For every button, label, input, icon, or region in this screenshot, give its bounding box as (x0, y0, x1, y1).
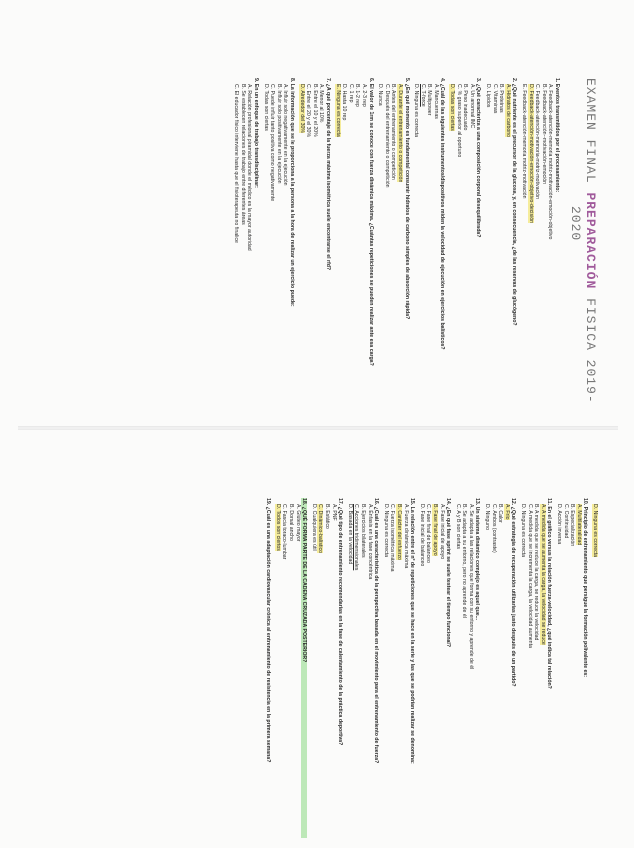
question-stem: 19. ¿Cuál es una adaptación cardiovascular crónica al entrenamiento de resistencia en la primera semana? (265, 498, 272, 763)
answer-option (555, 498, 562, 838)
question-stem: 13. Un sistema dinámico complejo es aquel que... (474, 498, 481, 620)
answer-text: B. Antes del entrenamiento o competición (390, 84, 397, 180)
exam-title-year: 2020 (568, 206, 583, 242)
question-stem: 11. En el gráfico versus la relación fuerza-velocidad, ¿qué indica tal relación? (546, 498, 553, 689)
answer-option (498, 78, 505, 418)
answer-text: A. Mancuernas (432, 84, 439, 119)
answer-option (461, 498, 468, 838)
answer-text: C. Después del entrenamiento o competición (383, 84, 390, 188)
answer-option (540, 78, 547, 418)
answer-text: B. Dorsal ancho (288, 504, 295, 541)
title-accent: PREPARACIÓN (583, 192, 598, 290)
answer-option (346, 498, 353, 838)
question-stem: 5. ¿En qué momento es fundamental consumir hidratos de carbono simples de absorción rápida? (403, 78, 410, 320)
title-prefix: EXAMEN FINAL (583, 78, 598, 184)
highlighted-answer: A. Hidratos de carbono (504, 84, 511, 138)
answer-option (418, 498, 425, 838)
answer-option (520, 78, 527, 418)
answer-option (347, 78, 354, 418)
answer-option (311, 78, 318, 418)
answer-text: D. Ninguna es correcta (382, 504, 389, 558)
question-stem: 18. ¿QUÉ FORMA PARTE DE LA CADENA CRUZADA POSTERIOR? (301, 498, 308, 838)
answer-text: B. Especialización (569, 504, 576, 547)
answer-text: C. Feedback-atención-memoria-motriz-motivación (534, 84, 541, 200)
answer-text: B. Entre el 10 y el 20% (311, 84, 318, 137)
question-stem: 16. ¿Cuál es una característica de la perspectiva basada en el movimiento para el entrenamiento de fuerza? (373, 498, 380, 764)
highlighted-answer: C. Dinámico-balístico (317, 504, 324, 554)
answer-option (526, 498, 533, 838)
answer-option (503, 498, 510, 838)
answer-option (323, 498, 330, 838)
answer-option (591, 498, 598, 838)
answer-text: A. PNF (330, 504, 337, 521)
answer-option (262, 78, 269, 418)
question-item (298, 78, 331, 418)
answer-option (354, 78, 361, 418)
highlighted-answer: A. A medida que se aumenta la carga, la velocidad se reduce (539, 504, 546, 645)
answer-text: C. Fase final de balanceo (425, 504, 432, 563)
question-stem: 10. Principio de entrenamiento que persigue la formación polivalente es: (582, 498, 589, 678)
question-item (418, 498, 451, 838)
answer-option (432, 78, 439, 418)
highlighted-answer: B. Carácter del esfuerzo (395, 504, 402, 560)
highlighted-answer: D. Todos son ciertos (274, 504, 281, 551)
answer-option (281, 498, 288, 838)
answer-text: A. Glúteo mayor (294, 504, 301, 542)
answer-option (454, 498, 461, 838)
question-item (262, 78, 295, 418)
answer-option (484, 78, 491, 418)
answer-text: C. El educador físico interviene hasta que el fisioterapeuta no finalice (233, 84, 240, 243)
answer-option (569, 498, 576, 838)
answer-option (462, 78, 469, 418)
question-item (413, 78, 446, 418)
answer-option (382, 498, 389, 838)
question-stem: 1. Eventos transmitidos por el procesamiento: (554, 78, 560, 193)
answer-option (318, 78, 325, 418)
answer-text: A. Un anormal IMC (468, 84, 475, 129)
answer-text: C. Entre el 20 y el 30% (305, 84, 312, 138)
answer-text: B. 1-2 rep (354, 84, 361, 107)
question-stem: 14. ¿En qué fase sprint se suele testear el tiempo funcional? (445, 498, 452, 648)
highlighted-answer: A. Frío (503, 504, 510, 520)
answer-text: A. Fase inicial de apoyo (438, 504, 445, 560)
answer-option (389, 498, 396, 838)
question-item (591, 498, 598, 838)
answer-text: D. Basada en la velocidad (346, 504, 353, 565)
answer-text: D. Hasta 10 rep (341, 84, 348, 121)
answer-option (390, 78, 397, 418)
answer-text: C. Ambos (contraste) (490, 504, 497, 553)
question-item (265, 498, 272, 838)
answer-text: D. Cualquiera es útil (310, 504, 317, 551)
question-item (484, 498, 517, 838)
answer-option (413, 78, 420, 418)
question-item (334, 78, 374, 418)
answer-option (467, 498, 474, 838)
answer-option (396, 78, 403, 418)
answer-text: D. Fase inicial de balanceo (418, 504, 425, 567)
highlighted-answer: D. Feedback-atención-motivación-emoción-objetivo-decisión (527, 84, 534, 223)
answer-option (330, 498, 337, 838)
answer-option (455, 78, 462, 418)
question-stem: 6. El valor de 1rm se conoce con fuerza dinámica máxima. ¿Cuántas repeticiones se pueden realizar ante esa carga? (367, 78, 374, 366)
answer-option (305, 78, 312, 418)
answer-text: B. Peso inadecuado (462, 84, 469, 131)
answer-option (504, 78, 511, 418)
answer-text: D. Ninguna es correcta (413, 84, 420, 138)
answer-option (491, 78, 498, 418)
answer-text: A. 2-3 rep (360, 84, 367, 107)
answer-option (519, 498, 526, 838)
answer-option (533, 498, 540, 838)
answer-text: E. Feedback-atención-memoria motriz-motivación (521, 84, 528, 199)
question-stem: 3. ¿Qué caracteriza a una composición corporal desequilibrada? (475, 78, 482, 238)
answer-text: D. Todas son ciertas (262, 84, 269, 131)
question-item (233, 78, 259, 418)
answer-option (377, 78, 384, 418)
exam-page-bottom (38, 498, 598, 838)
answer-option (239, 78, 246, 418)
answer-text: A. Énfasis en la fase concéntrica (366, 504, 373, 580)
answer-option (468, 78, 475, 418)
answer-option (334, 78, 341, 418)
answer-text: C. T-force (419, 84, 426, 107)
answer-option (575, 498, 582, 838)
answer-text: D. Lípidos (485, 84, 492, 108)
answer-text: B. Proteínas (498, 84, 505, 113)
answer-option (353, 498, 360, 838)
answer-text: B. Multipower (426, 84, 433, 116)
answer-text: B. Ejercicios bilaterales (360, 504, 366, 558)
question-item (346, 498, 379, 838)
answer-text: D. Ninguno (484, 504, 491, 530)
page-fold-line (18, 426, 618, 430)
answer-option (438, 498, 445, 838)
answer-option (497, 498, 504, 838)
answer-option (282, 78, 289, 418)
answer-option (269, 78, 276, 418)
highlighted-answer: D. Todas son ciertas (449, 84, 456, 131)
answer-option (484, 498, 491, 838)
answer-text: C. Acciones tridimensionales (353, 504, 360, 571)
answer-option (294, 498, 301, 838)
answer-option (233, 78, 240, 418)
answer-text: C. Vitaminas (491, 84, 498, 114)
answer-text: B. Influir solo positivamente en la ejecución (275, 84, 282, 184)
highlighted-answer: A. Multilateralidad (575, 504, 582, 546)
question-stem: 17. ¿Qué tipo de entrenamiento recomendarías en la fase de calentamiento de la práctica deportiva? (337, 498, 344, 746)
answer-option (359, 498, 366, 838)
answer-option (360, 78, 367, 418)
answer-text: A. Relación profesional piramidal donde el médico es la mayor autoridad (246, 84, 253, 251)
answer-option (402, 498, 409, 838)
answer-text: C. % graso superior al oportuno (455, 84, 462, 158)
title-suffix: FISICA 2019- (583, 298, 598, 404)
answer-option (425, 498, 432, 838)
question-item (519, 498, 552, 838)
answer-option (274, 498, 281, 838)
answer-option (310, 498, 317, 838)
question-list-left (233, 78, 560, 418)
question-list-right (265, 498, 598, 838)
answer-option (449, 78, 456, 418)
answer-option (527, 78, 534, 418)
exam-title (583, 78, 598, 418)
question-item (274, 498, 307, 838)
highlighted-answer: D. Ninguna es correcta (592, 504, 598, 558)
answer-option (246, 78, 253, 418)
answer-text: C. A y B son ciertas (454, 504, 461, 549)
question-item (454, 498, 480, 838)
answer-text: B. Estático (324, 504, 331, 529)
answer-option (534, 78, 541, 418)
highlighted-answer: A. Durante el entrenamiento o competición (396, 84, 403, 183)
answer-text: A. Se adapta a las relaciones que forma con su entorno y aprende de él (467, 504, 474, 670)
answer-option (341, 78, 348, 418)
question-stem: 12. ¿Qué estrategia de recuperación utilizarías justo después de un partido? (510, 498, 517, 687)
answer-text: C. 1 rep (347, 84, 354, 103)
answer-option (547, 78, 554, 418)
answer-option (366, 498, 373, 838)
question-item (310, 498, 343, 838)
answer-text: D. Acción inversa (556, 504, 563, 545)
exam-page-top (38, 78, 598, 418)
question-item (520, 78, 560, 418)
question-item (449, 78, 482, 418)
answer-text: D. Ninguna es correcta (520, 504, 527, 558)
answer-option (395, 498, 402, 838)
answer-text: C. Continuidad (562, 504, 569, 539)
answer-text: A. Menor al 10% (318, 84, 325, 123)
answer-text: B. Se establecen relaciones de trabajo entre diferentes áreas (239, 84, 246, 225)
question-stem: 15. La relación entre el nº de repeticiones que se hace en la serie y las que se podrían realizar se denomina: (409, 498, 416, 764)
answer-text: A. Fuerza dinámica máxima (402, 504, 409, 569)
answer-option (562, 498, 569, 838)
answer-text: B. Calor (497, 504, 504, 523)
question-stem: 7. ¿A qué porcentaje de la fuerza máxima isométrica suele encontrarse el rfd? (325, 78, 331, 271)
answer-text: A. Influir solo negativamente en la ejecución (282, 84, 289, 186)
answer-text: B. A medida que se reduce la carga, se reduce la velocidad (533, 504, 540, 641)
answer-option (539, 498, 546, 838)
answer-option (287, 498, 294, 838)
answer-option (383, 78, 390, 418)
highlighted-answer: E. Ninguna es correcta (334, 84, 341, 137)
question-stem: 8. La información que se le proporciona a la persona a la hora de realizar un ejercicio puede: (289, 78, 296, 307)
answer-option (431, 498, 438, 838)
answer-text: C. A medida que se incrementa la carga, la velocidad aumenta (526, 504, 533, 648)
answer-text: B. Feedback-atención--motivación-emoción (540, 84, 547, 185)
answer-text: B. Se adapta a su entorno, pero no aprende de él (461, 504, 468, 618)
answer-text: C. Fascia toraco-lumbar (281, 504, 288, 560)
answer-option (419, 78, 426, 418)
answer-text: A. Feedback-atención-memoria motriz-motivación-emoción-objetivo (547, 84, 554, 240)
question-stem: 2. ¿Qué nutriente es el precursor de la glucosa, y, en consecuencia, ¿de las reservas de glucógeno? (511, 78, 518, 326)
answer-option (317, 498, 324, 838)
question-stem: 4. ¿Cuál de las siguientes instrumentos/dispositivos miden la velocidad de ejecución en ejercicios balísticos? (439, 78, 446, 350)
question-item (555, 498, 588, 838)
answer-option (298, 78, 305, 418)
highlighted-answer: B. Fase final de apoyo (431, 504, 438, 556)
answer-option (275, 78, 282, 418)
question-item (382, 498, 415, 838)
answer-text: D. Nunca (377, 84, 384, 106)
answer-option (490, 498, 497, 838)
highlighted-answer: D. Alrededor del 30% (298, 84, 305, 134)
answer-text: C. Puede influir tanto positiva como negativamente (269, 84, 276, 202)
question-stem: 9. En un enfoque de trabajo transdisciplinar: (253, 78, 260, 188)
question-item (484, 78, 517, 418)
answer-option (426, 78, 433, 418)
answer-text: C. Fuerza isométrica máxima (389, 504, 396, 572)
question-item (377, 78, 410, 418)
